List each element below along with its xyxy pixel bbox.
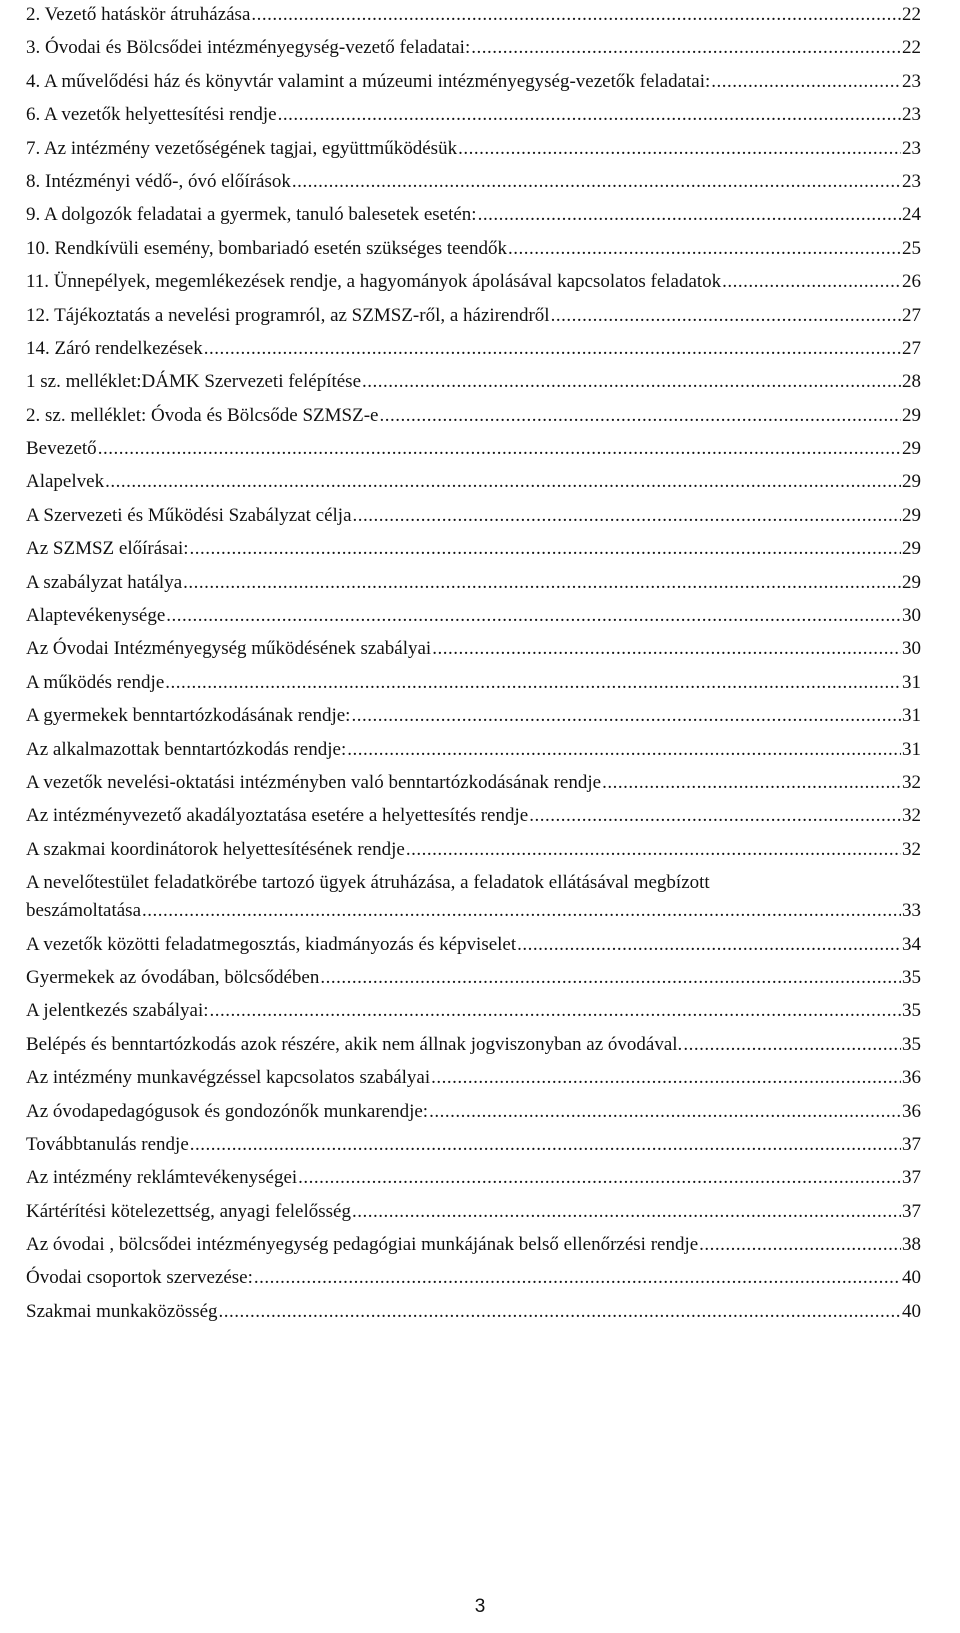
toc-entry-title: 6. A vezetők helyettesítési rendje <box>26 104 277 126</box>
toc-entry[interactable] <box>26 1267 921 1289</box>
toc-entry-title: Az óvodai , bölcsődei intézményegység pedagógiai munkájának belső ellenőrzési rendje <box>26 1234 699 1256</box>
toc-entry-title: 3. Óvodai és Bölcsődei intézményegység-vezető feladatai: <box>26 37 471 59</box>
toc-entry-title: Az Óvodai Intézményegység működésének szabályai <box>26 638 432 660</box>
toc-entry-page: 23 <box>902 137 921 159</box>
toc-entry-title: 14. Záró rendelkezések <box>26 337 203 359</box>
toc-entry[interactable] <box>26 739 921 761</box>
dot-leader <box>292 171 901 193</box>
dot-leader <box>722 271 901 293</box>
toc-entry-title: Alapelvek <box>26 471 105 493</box>
toc-entry[interactable] <box>26 305 921 327</box>
dot-leader <box>190 1134 901 1156</box>
toc-entry-page: 26 <box>902 271 921 293</box>
toc-entry-page: 23 <box>902 104 921 126</box>
dot-leader <box>699 1234 901 1256</box>
toc-entry-page: 23 <box>902 170 921 192</box>
dot-leader <box>508 238 901 260</box>
toc-entry-title: A gyermekek benntartózkodásának rendje: <box>26 705 351 727</box>
toc-entry-title: 2. Vezető hatáskör átruházása <box>26 4 251 25</box>
dot-leader <box>517 934 901 956</box>
toc-entry-page: 28 <box>902 371 921 393</box>
toc-entry[interactable] <box>26 271 921 293</box>
toc-entry-page: 35 <box>902 1000 921 1022</box>
toc-entry-page: 38 <box>902 1234 921 1256</box>
dot-leader <box>98 438 901 460</box>
dot-leader <box>105 471 901 493</box>
toc-entry[interactable] <box>26 4 921 26</box>
dot-leader <box>432 638 901 660</box>
dot-leader <box>353 505 901 527</box>
toc-entry-page: 40 <box>902 1300 921 1322</box>
toc-entry-title: Szakmai munkaközösség <box>26 1300 218 1322</box>
dot-leader <box>406 839 901 861</box>
toc-entry-title: Gyermekek az óvodában, bölcsődében <box>26 966 320 988</box>
toc-entry-page: 30 <box>902 605 921 627</box>
toc-entry[interactable] <box>26 1167 921 1189</box>
toc-entry-title: Az SZMSZ előírásai: <box>26 538 189 560</box>
toc-entry-page: 37 <box>902 1133 921 1155</box>
toc-entry[interactable] <box>26 805 921 827</box>
toc-entry-page: 29 <box>902 438 921 460</box>
toc-entry-title: Alaptevékenysége <box>26 605 166 627</box>
dot-leader <box>320 967 901 989</box>
toc-entry-title: A szabályzat hatálya <box>26 571 183 593</box>
toc-entry[interactable] <box>26 405 921 427</box>
toc-entry-title: A nevelőtestület feladatkörébe tartozó ügyek átruházása, a feladatok ellátásával megbízott <box>26 872 710 894</box>
dot-leader <box>204 338 901 360</box>
dot-leader <box>278 104 901 126</box>
toc-entry[interactable] <box>26 104 921 126</box>
dot-leader <box>711 71 901 93</box>
toc-entry[interactable] <box>26 1201 921 1223</box>
dot-leader <box>429 1101 901 1123</box>
toc-entry-page: 29 <box>902 504 921 526</box>
toc-entry-title: A jelentkezés szabályai: <box>26 1000 209 1022</box>
dot-leader <box>142 900 901 922</box>
toc-entry[interactable] <box>26 705 921 727</box>
toc-entry-title: 7. Az intézmény vezetőségének tagjai, együttműködésük <box>26 137 458 159</box>
toc-entry[interactable] <box>26 1067 921 1089</box>
toc-entry-title: A szakmai koordinátorok helyettesítésének rendje <box>26 838 405 860</box>
dot-leader <box>362 371 901 393</box>
dot-leader <box>478 204 901 226</box>
dot-leader <box>298 1167 901 1189</box>
toc-entry[interactable] <box>26 1301 921 1323</box>
toc-entry-page: 29 <box>902 471 921 493</box>
toc-entry-title: A vezetők nevelési-oktatási intézményben való benntartózkodásának rendje <box>26 771 602 793</box>
toc-entry-page: 23 <box>902 70 921 92</box>
toc-entry-title: 4. A művelődési ház és könyvtár valamint a múzeumi intézményegység-vezetők feladatai: <box>26 70 711 92</box>
toc-entry[interactable] <box>26 839 921 861</box>
dot-leader <box>458 138 901 160</box>
toc-entry[interactable] <box>26 538 921 560</box>
dot-leader <box>352 1201 901 1223</box>
dot-leader <box>210 1000 901 1022</box>
toc-entry-title: 11. Ünnepélyek, megemlékezések rendje, a hagyományok ápolásával kapcsolatos feladatok <box>26 271 722 293</box>
toc-entry[interactable] <box>26 71 921 93</box>
dot-leader <box>602 772 901 794</box>
toc-entry[interactable] <box>26 1034 921 1056</box>
toc-entry[interactable] <box>26 1234 921 1256</box>
toc-entry-title: Kártérítési kötelezettség, anyagi felelősség <box>26 1200 351 1222</box>
toc-entry-title: Az intézmény munkavégzéssel kapcsolatos szabályai <box>26 1067 431 1089</box>
toc-entry[interactable] <box>26 872 921 922</box>
toc-entry[interactable] <box>26 572 921 594</box>
toc-entry[interactable] <box>26 1134 921 1156</box>
toc-entry-title: 10. Rendkívüli esemény, bombariadó esetén szükséges teendők <box>26 237 508 259</box>
toc-entry[interactable] <box>26 772 921 794</box>
toc-entry[interactable] <box>26 967 921 989</box>
toc-entry-page: 32 <box>902 771 921 793</box>
page-number: 3 <box>474 1596 486 1617</box>
toc-entry-page: 22 <box>902 4 921 25</box>
toc-entry[interactable] <box>26 471 921 493</box>
toc-entry-continuation <box>26 900 921 922</box>
toc-entry-title: Bevezető <box>26 438 97 460</box>
toc-entry-page: 29 <box>902 571 921 593</box>
toc-entry[interactable] <box>26 238 921 260</box>
toc-entry-page: 35 <box>902 1033 921 1055</box>
toc-entry-page: 24 <box>902 204 921 226</box>
dot-leader <box>380 405 902 427</box>
toc-entry[interactable] <box>26 1000 921 1022</box>
toc-entry-page: 29 <box>902 538 921 560</box>
dot-leader <box>254 1267 901 1289</box>
toc-entry-page: 27 <box>902 337 921 359</box>
toc-entry[interactable] <box>26 37 921 59</box>
toc-entry-title: A Szervezeti és Működési Szabályzat célja <box>26 504 352 526</box>
toc-entry-page: 30 <box>902 638 921 660</box>
dot-leader <box>165 672 901 694</box>
toc-entry[interactable] <box>26 371 921 393</box>
toc-entry-page: 29 <box>902 404 921 426</box>
toc-entry[interactable] <box>26 638 921 660</box>
toc-entry-page: 31 <box>902 738 921 760</box>
table-of-contents <box>26 4 921 1334</box>
toc-entry-title: Az óvodapedagógusok és gondozónők munkarendje: <box>26 1100 429 1122</box>
dot-leader <box>551 305 901 327</box>
toc-entry-title: 12. Tájékoztatás a nevelési programról, az SZMSZ-ről, a házirendről <box>26 304 550 326</box>
toc-entry-title: Az intézményvezető akadályoztatása esetére a helyettesítés rendje <box>26 805 529 827</box>
toc-entry-title: A vezetők közötti feladatmegosztás, kiadmányozás és képviselet <box>26 933 517 955</box>
toc-entry-page: 36 <box>902 1100 921 1122</box>
toc-entry-page: 22 <box>902 37 921 59</box>
toc-entry-title: 1 sz. melléklet:DÁMK Szervezeti felépítése <box>26 371 362 393</box>
dot-leader <box>471 37 901 59</box>
toc-entry-page: 33 <box>902 900 921 922</box>
toc-entry-page: 37 <box>902 1167 921 1189</box>
toc-entry-title-continued: beszámoltatása <box>26 900 142 922</box>
toc-entry-title: 9. A dolgozók feladatai a gyermek, tanuló balesetek esetén: <box>26 204 477 226</box>
toc-entry-page: 27 <box>902 304 921 326</box>
toc-entry[interactable] <box>26 171 921 193</box>
toc-entry-page: 25 <box>902 237 921 259</box>
toc-entry[interactable] <box>26 672 921 694</box>
toc-entry-page: 32 <box>902 805 921 827</box>
toc-entry[interactable] <box>26 605 921 627</box>
toc-entry-title: A működés rendje <box>26 671 165 693</box>
toc-entry[interactable] <box>26 505 921 527</box>
toc-entry[interactable] <box>26 1101 921 1123</box>
toc-entry-page: 32 <box>902 838 921 860</box>
toc-entry[interactable] <box>26 934 921 956</box>
dot-leader <box>251 4 901 26</box>
toc-entry-page: 36 <box>902 1067 921 1089</box>
toc-entry-title: Óvodai csoportok szervezése: <box>26 1267 253 1289</box>
toc-entry-page: 34 <box>902 933 921 955</box>
toc-entry[interactable] <box>26 138 921 160</box>
toc-entry-title: Az alkalmazottak benntartózkodás rendje: <box>26 738 347 760</box>
toc-entry-page: 31 <box>902 705 921 727</box>
toc-entry[interactable] <box>26 338 921 360</box>
dot-leader <box>183 572 901 594</box>
toc-entry-title: Továbbtanulás rendje <box>26 1133 189 1155</box>
dot-leader <box>166 605 901 627</box>
toc-entry-title: 2. sz. melléklet: Óvoda és Bölcsőde SZMSZ-e <box>26 404 379 426</box>
toc-entry-page: 35 <box>902 966 921 988</box>
dot-leader <box>529 805 901 827</box>
dot-leader <box>683 1034 901 1056</box>
toc-entry-page: 37 <box>902 1200 921 1222</box>
toc-entry[interactable] <box>26 438 921 460</box>
toc-entry-title: Az intézmény reklámtevékenységei <box>26 1167 298 1189</box>
toc-entry-title: Belépés és benntartózkodás azok részére, akik nem állnak jogviszonyban az óvodával. <box>26 1033 683 1055</box>
toc-entry-page: 40 <box>902 1267 921 1289</box>
dot-leader <box>431 1067 901 1089</box>
toc-entry[interactable] <box>26 204 921 226</box>
dot-leader <box>347 739 901 761</box>
dot-leader <box>190 538 901 560</box>
dot-leader <box>219 1301 901 1323</box>
toc-entry-page: 31 <box>902 671 921 693</box>
dot-leader <box>351 705 901 727</box>
toc-entry-title: 8. Intézményi védő-, óvó előírások <box>26 170 291 192</box>
